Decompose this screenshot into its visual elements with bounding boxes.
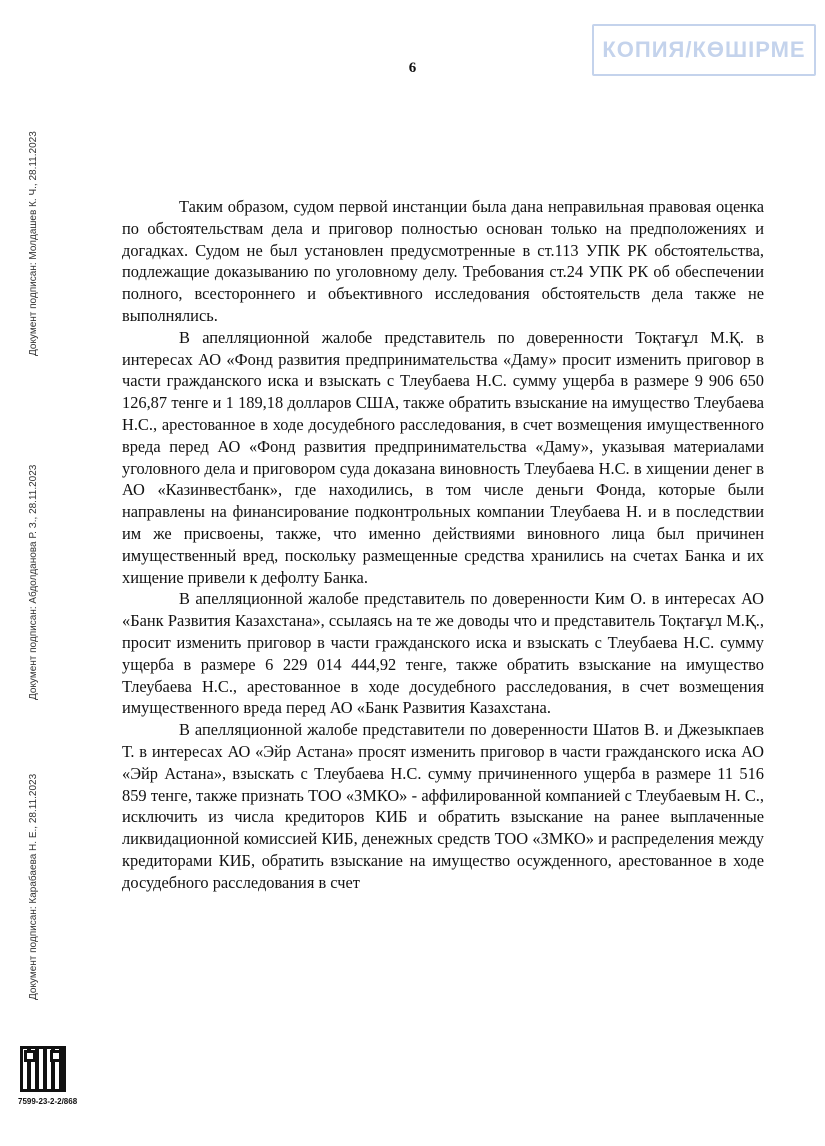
- paragraph-4: В апелляционной жалобе представители по доверенности Шатов В. и Джезыкпаев Т. в интересах АО «Эйр Астана» просят изменить приговор в части гражданского иска АО «Эйр Астана», взыскать с Тлеубаева Н.С. сумму причиненного ущерба в размере 11 516 859 тенге, также признать ТОО «ЗМКО» - аффилированной компанией с Тлеубаевым Н. С., исключить из числа кредиторов КИБ и обратить взыскание на ранее выплаченные ликвидационной комиссией КИБ, денежных средств ТОО «ЗМКО» и распределения между кредиторами КИБ, обратить взыскание на имущество осужденного, арестованное в ходе досудебного расследования в счет: [122, 720, 764, 892]
- paragraph-1: Таким образом, судом первой инстанции была дана неправильная правовая оценка по обстоятельствам дела и приговор полностью основан только на предположениях и догадках. Судом не был установлен предусмотренные в ст.113 УПК РК обстоятельства, подлежащие доказыванию по уголовному делу. Требования ст.24 УПК РК об обеспечении полного, всестороннего и объективного исследования обстоятельств дела также не выполнялись.: [122, 197, 764, 325]
- paragraph-3: В апелляционной жалобе представитель по доверенности Ким О. в интересах АО «Банк Развития Казахстана», ссылаясь на те же доводы что и представитель Тоқтағұл М.Қ., просит изменить приговор в части гражданского иска и взыскать с Тлеубаева Н.С. сумму ущерба в размере 6 229 014 444,92 тенге, также обратить взыскание на имущество Тлеубаева Н.С., арестованное в ходе досудебного расследования, в счет возмещения имущественного вреда перед АО «Банк Развития Казахстана.: [122, 589, 764, 718]
- signature-label-2: Документ подписан: Абдолданова Р. З., 28.11.2023: [28, 464, 39, 700]
- document-body: [122, 196, 764, 894]
- copy-stamp-text: КОПИЯ/КӨШІРМЕ: [602, 37, 806, 62]
- paragraph-2: В апелляционной жалобе представитель по доверенности Тоқтағұл М.Қ. в интересах АО «Фонд развития предпринимательства «Даму» просит изменить приговор в части гражданского иска и взыскать с Тлеубаева Н.С. сумму ущерба в размере 9 906 650 126,87 тенге и 1 189,18 долларов США, также обратить взыскание на имущество Тлеубаева Н.С., арестованное в ходе досудебного расследования, в счет возмещения имущественного вреда перед АО «Фонд развития предпринимательства «Даму», указывая материалами уголовного дела и приговором суда доказана виновность Тлеубаева Н.С. в хищении денег в АО «Казинвестбанк», где находились, в том числе деньги Фонда, которые были направлены на финансирование подконтрольных компании Тлеубаева Н. и в последствии им же присвоены, также, что именно действиями виновного лица был причинен имущественный вред, поскольку размещенные средства хранились на счетах Банка и их хищение привели к дефолту Банка.: [122, 327, 764, 587]
- qr-code-icon: [20, 1046, 66, 1092]
- signature-label-3: Документ подписан: Карабаева Н. Е., 28.11.2023: [28, 773, 39, 1000]
- signature-label-1: Документ подписан: Молдашев К. Ч., 28.11.2023: [28, 131, 39, 356]
- qr-code-number: 7599-23-2-2/868: [18, 1097, 78, 1106]
- page-number: 6: [408, 60, 417, 76]
